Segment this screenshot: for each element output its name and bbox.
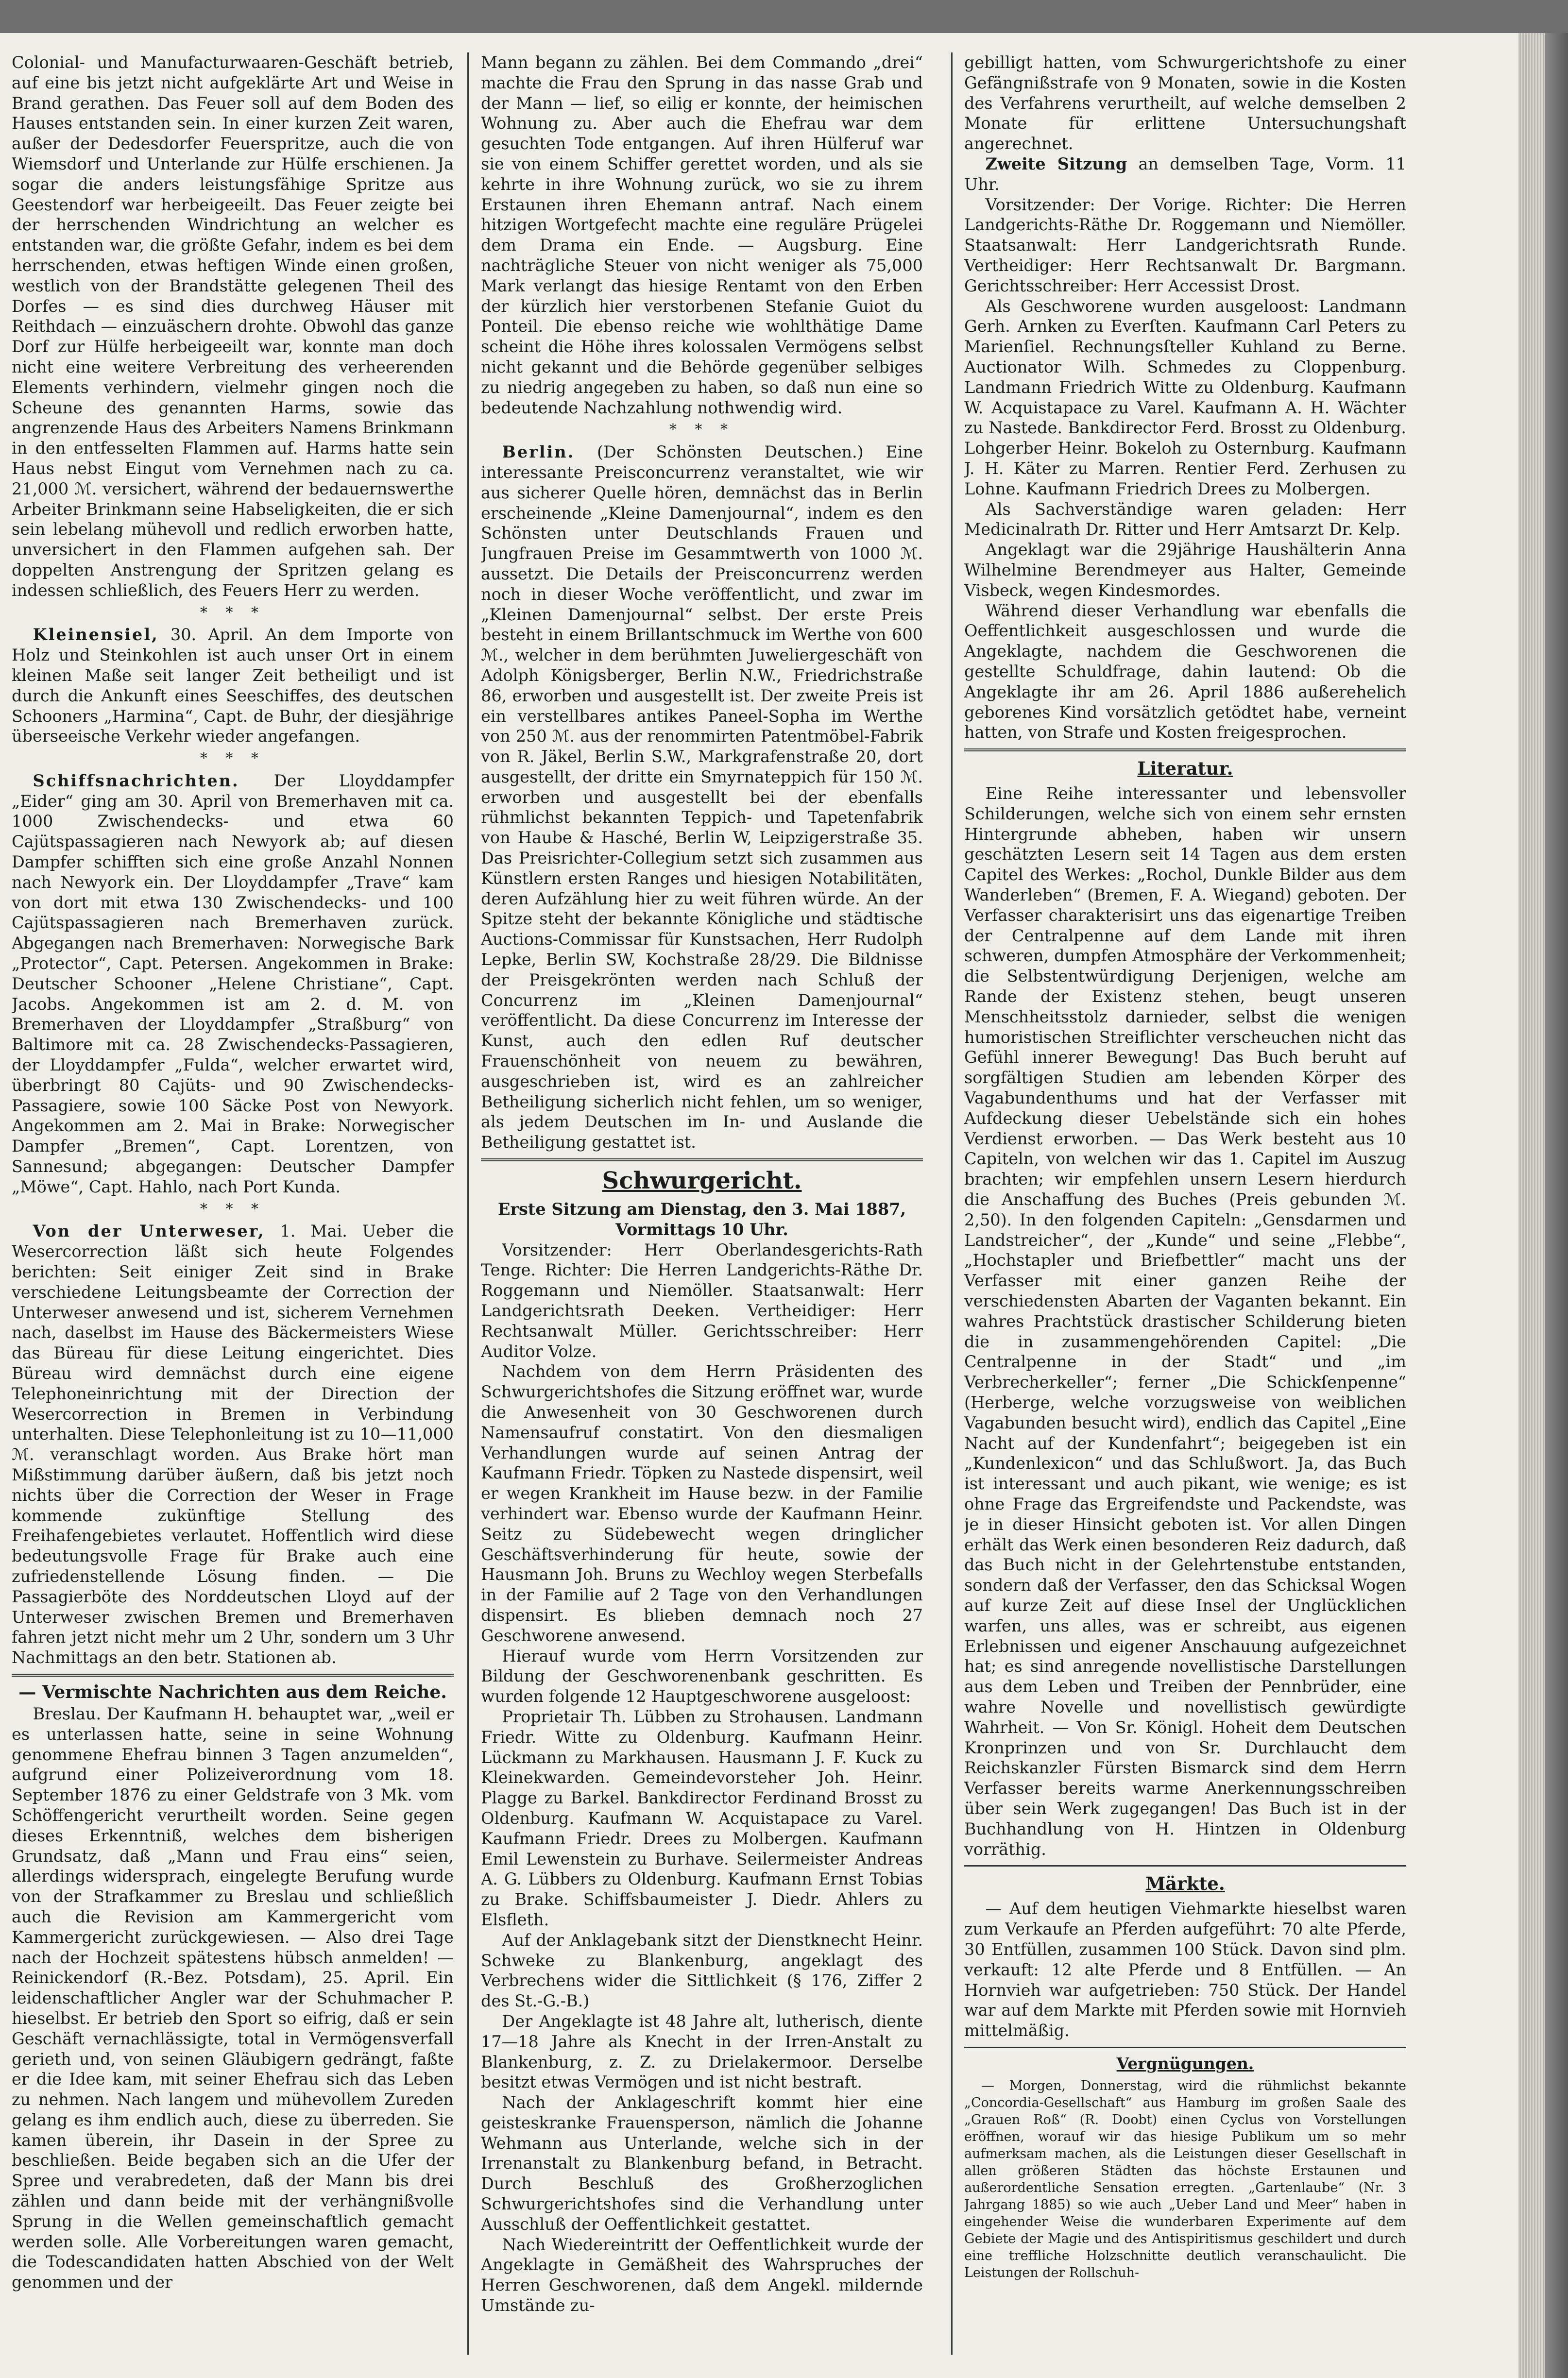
kleinensiel-article (12, 625, 454, 747)
court-paragraph: Hierauf wurde vom Herrn Vorsitzenden zur Bildung der Geschworenenbank geschritten. Es wurden folgende 12 Hauptgeschworene ausgeloost: (481, 1646, 923, 1706)
court-paragraph: Vorsitzender: Herr Oberlandesgerichts-Rath Tenge. Richter: Die Herren Landgerichts-Räthe Dr. Roggemann und Niemöller. Staatsanwalt: Herr Landgerichtsrath Deeken. Vertheidiger: Herr Rechtsanwalt Müller. Gerichtsschreiber: Herr Auditor Volze. (481, 1240, 923, 1361)
separator-stars: * * * (200, 750, 266, 767)
section-title-vergnuegungen: Vergnügungen. (1116, 2054, 1254, 2073)
court-continuation: gebilligt hatten, vom Schwurgerichtshofe zu einer Gefängnißstrafe von 9 Monaten, sowie in die Kosten des Verfahrens verurtheilt, auf welche demselben 2 Monate für erlittene Untersuchungshaft angerechnet. (964, 53, 1406, 153)
article-text: 1. Mai. Ueber die Wesercorrection läßt sich heute Folgendes berichten: Seit einiger Zeit sind in Brake verschiedene Leitungsbeamte der Correction der Unterweser anwesend und ist, sicherem Vernehmen nach, daselbst im Hause des Bäckermeisters Wiese das Büreau für diese Leitung eingerichtet. Dies Büreau wird demnächst durch eine eigene Telephoneinrichtung mit der Direction der Wesercorrection in Bremen in Verbindung unterhalten. Diese Telephonleitung ist zu 10—11,000 ℳ. veranschlagt worden. Aus Brake hört man Mißstimmung darüber äußern, daß bis jetzt noch nichts über die Correction der Weser in Frage kommende zukünftige Stellung des Freihafengebietes verlautet. Hoffentlich wird diese bedeutungsvolle Frage für Brake auch eine zufriedenstellende Lösung finden. — Die Passagierböte des Norddeutschen Lloyd auf der Unterweser zwischen Bremen und Bremerhaven fahren jetzt nicht mehr um 2 Uhr, sondern um 3 Uhr Nachmittags an den betr. Stationen ab. (12, 1222, 454, 1667)
newspaper-page (0, 33, 1518, 2378)
literatur-article: Eine Reihe interessanter und lebensvoller Schilderungen, welche sich von einem sehr ernsten Hintergrunde abheben, haben wir unsern geschätzten Lesern seit 14 Tagen aus dem ersten Capitel des Werkes: „Rochol, Dunkle Bilder aus dem Wanderleben“ (Bremen, F. A. Wiegand) geboten. Der Verfasser charakterisirt uns das eigenartige Treiben der Centralpenne auf dem Lande mit ihren schweren, dumpfen Atmosphäre der Verkommenheit; die Selbstentwürdigung Derjenigen, welche am Rande der Existenz stehen, beugt unseren Menschheitsstolz darnieder, selbst die wenigen humoristischen Streiflichter verscheuchen nicht das Gefühl innerer Bewegung! Das Buch beruht auf sorgfältigen Studien am lebenden Körper des Vagabundenthums und hat der Verfasser mit Aufdeckung dieser Uebelstände sich ein hohes Verdienst erworben. — Das Werk besteht aus 10 Capiteln, von welchen wir das 1. Capitel im Auszug brachten; wir empfehlen unsern Lesern hierdurch die Anschaffung des Buches (Preis gebunden ℳ. 2,50). In den folgenden Capiteln: „Gensdarmen und Landstreicher“, der „Kunde“ und seine „Flebbe“, „Hochstapler und Briefbettler“ macht uns der Verfasser mit einer ganzen Reihe der verschiedensten Abarten der Vaganten bekannt. Ein wahres Prachtstück drastischer Schilderung bieten die in zusammengehörenden Capitel: „Die Centralpenne in der Stadt“ und „im Verbrecherkeller“; ferner „Die Schickſenpenne“ (Herberge, welche vorzugsweise von weiblichen Vagabunden besucht wird), endlich das Capitel „Eine Nacht auf der Kundenfahrt“; beigegeben ist ein „Kundenlexicon“ und das Schlußwort. Ja, das Buch ist interessant und auch pikant, wie wenige; es ist ohne Frage das Ergreifendste und Packendste, was je in dieser Hinsicht geboten ist. Vor allen Dingen erhält das Werk einen besonderen Reiz dadurch, daß das Buch nicht in der Gelehrtenstube entstanden, sondern daß der Verfasser, den das Schicksal Wogen auf kurze Zeit auf diese Insel der Unglücklichen warfen, uns alles, was er schreibt, aus eigenen Erlebnissen und eigener Anschauung aufgezeichnet hat; es sind anregende novellistische Darstellungen aus dem Leben und Treiben der Pennbrüder, eine wahre Novelle und novellistisch gewürdigte Wahrheit. — Von Sr. Königl. Hoheit dem Deutschen Kronprinzen und von Sr. Durchlaucht dem Reichskanzler Fürsten Bismarck sind dem Herrn Verfasser bereits warme Anerkennungsschreiben über sein Werk zugegangen! Das Buch ist in der Buchhandlung von H. Hintzen in Oldenburg vorräthig. (964, 784, 1406, 1859)
court-paragraph: Proprietair Th. Lübben zu Strohausen. Landmann Friedr. Witte zu Oldenburg. Kaufmann Heinr. Lückmann zu Markhausen. Hausmann J. F. Kuck zu Kleinekwarden. Gemeindevorsteher Joh. Heinr. Plagge zu Barkel. Bankdirector Ferdinand Brosst zu Oldenburg. Kaufmann W. Acquistapace zu Varel. Kaufmann Friedr. Drees zu Molbergen. Kaufmann Emil Lewenstein zu Burhave. Seilermeister Andreas A. G. Lübbers zu Oldenburg. Kaufmann Ernst Tobias zu Brake. Schiffsbaumeister J. Diedr. Ahlers zu Elsfleth. (481, 1707, 923, 1929)
breslau-article: Breslau. Der Kaufmann H. behauptet war, „weil er es unterlassen hatte, seine in seine Wohnung genommene Ehefrau binnen 3 Tagen anzumelden“, aufgrund einer Polizeiverordnung vom 18. September 1876 zu einer Geldstrafe von 3 Mk. vom Schöffengericht verurtheilt worden. Seine gegen dieses Erkenntniß, welches dem bisherigen Grundsatz, daß „Mann und Frau eins“ seien, allerdings widersprach, eingelegte Berufung wurde von der Strafkammer zu Breslau und schließlich auch die Revision am Kammergericht vom Kammergericht zurückgewiesen. — Also drei Tage nach der Hochzeit spätestens hübsch anmelden! — Reinickendorf (R.-Bez. Potsdam), 25. April. Ein leidenschaftlicher Angler war der Schuhmacher P. hieselbst. Er betrieb den Sport so eifrig, daß er sein Geschäft vernachlässigte, total in Vermögensverfall gerieth und, von seinen Gläubigern gedrängt, faßte er die Idee kam, mit seiner Ehefrau sich das Leben zu nehmen. Nach langem und mühevollem Zureden gelang es ihm endlich auch, diese zu überreden. Sie kamen überein, ihr Dasein in der Spree zu beschließen. Beide begaben sich an die Ufer der Spree und verabredeten, daß der Mann bis drei zählen und dann beide mit der verhängnißvolle Sprung in die Wellen gemeinschaftlich gemacht werden solle. Alle Vorbereitungen waren gemacht, die Todescandidaten hatten Abschied von der Welt genommen und der (12, 1704, 454, 2292)
sitzung-time: an demselben Tage, Vorm. 11 Uhr. (964, 154, 1406, 194)
augsburg-article: Mann begann zu zählen. Bei dem Commando „drei“ machte die Frau den Sprung in das nasse Grab und der Mann — lief, so eilig er konnte, der heimischen Wohnung zu. Aber auch die Ehefrau war dem gesuchten Tode entgangen. Auf ihren Hülferuf war sie von einem Schiffer gerettet worden, und als sie kehrte in ihre Wohnung zurück, wo sie zu ihrem Erstaunen ihren Ehemann antraf. Nach einem hitzigen Wortgefecht machte eine reguläre Prügelei dem Drama ein Ende. — Augsburg. Eine nachträgliche Steuer von nicht weniger als 75,000 Mark verlangt das hiesige Rentamt von den Erben der kürzlich hier verstorbenen Stefanie Guiot du Ponteil. Die ebenso reiche wie wohlthätige Dame scheint die Höhe ihres kolossalen Vermögens selbst nicht gekannt und die Behörde gegenüber selbiges zu niedrig angegeben zu haben, so daß nun eine so bedeutende Nachzahlung nothwendig wird. (481, 53, 923, 417)
section-divider (964, 2047, 1406, 2048)
section-divider (12, 1674, 454, 1677)
sitzung-label: Zweite Sitzung (985, 154, 1127, 173)
column-rule (467, 52, 469, 2355)
court-paragraph: Der Angeklagte ist 48 Jahre alt, lutherisch, diente 17—18 Jahre als Knecht in der Irren-Anstalt zu Blankenburg, z. Z. zu Drielakermoor. Derselbe besitzt etwas Vermögen und ist nicht bestraft. (481, 2011, 923, 2092)
court-paragraph: Als Sachverständige waren geladen: Herr Medicinalrath Dr. Ritter und Herr Amtsarzt Dr. Kelp. (964, 499, 1406, 539)
article-text: Der Lloyddampfer „Eider“ ging am 30. April von Bremerhaven mit ca. 1000 Zwischendecks- und etwa 60 Cajütspassagieren nach Newyork ab; auf diesen Dampfer schifften sich eine große Anzahl Nonnen nach Newyork ein. Der Lloyddampfer „Trave“ kam von dort mit etwa 130 Zwischendecks- und 100 Cajütspassagieren nach Bremerhaven zurück. Abgegangen nach Bremerhaven: Norwegische Bark „Protector“, Capt. Petersen. Angekommen in Brake: Deutscher Schooner „Helene Christiane“, Capt. Jacobs. Angekommen ist am 2. d. M. von Bremerhaven der Lloyddampfer „Straßburg“ von Baltimore mit ca. 28 Zwischendecks-Passagieren, der Lloyddampfer „Fulda“, welcher erwartet wird, überbringt 80 Cajüts- und 90 Zwischendecks-Passagiere, sowie 100 Säcke Post von Newyork. Angekommen am 2. Mai in Brake: Norwegischer Dampfer „Bremen“, Capt. Lorentzen, von Sannesund; abgegangen: Deutscher Dampfer „Möwe“, Capt. Hahlo, nach Port Kunda. (12, 771, 454, 1196)
court-paragraph: Auf der Anklagebank sitzt der Dienstknecht Heinr. Schweke zu Blankenburg, angeklagt des Verbrechens wider die Sittlichkeit (§ 176, Ziffer 2 des St.-G.-B.) (481, 1930, 923, 2011)
section-title-maerkte: Märkte. (1145, 1873, 1225, 1895)
dateline: Kleinensiel, (33, 625, 159, 645)
section-divider (481, 1158, 923, 1161)
fire-report: Colonial- und Manufacturwaaren-Geschäft betrieb, auf eine bis jetzt nicht aufgeklärte Art und Weise in Brand gerathen. Das Feuer soll auf dem Boden des Hauses entstanden sein. In einer kurzen Zeit waren, außer der Dedesdorfer Feuerspritze, auch die von Wiemsdorf und Unterlande zur Hülfe erschienen. Ja sogar die anders leistungsfähige Spritze aus Geestendorf war herbeigeeilt. Das Feuer zeigte bei der herrschenden Windrichtung an welcher es entstanden war, die größte Gefahr, indem es bei dem herrschenden, etwas heftigen Winde einen großen, westlich von der Brandstätte gelegenen Theil des Dorfes — es sind dies durchweg Häuser mit Reithdach — einzuäschern drohte. Obwohl das ganze Dorf zur Hülfe herbeigeeilt war, konnte man doch nicht eine weitere Verbreitung des verheerenden Elements verhindern, vielmehr gingen noch die Scheune des genannten Harms, sowie das angrenzende Haus des Arbeiters Namens Brinkmann in den entfesselten Flammen auf. Harms hatte sein Haus nebst Eingut vom Vernehmen nach zu ca. 21,000 ℳ. versichert, während der bedauernswerthe Arbeiter Brinkmann seine Habseligkeiten, die er sich sein lebelang mühevoll und redlich erworben hatte, unversichert in den Flammen aufgehen sah. Der doppelten Anstrengung der Spritzen gelang es indessen schließlich, des Feuers Herr zu werden. (12, 53, 454, 600)
court-paragraph: Nach Wiedereintritt der Oeffentlichkeit wurde der Angeklagte in Gemäßheit des Wahrspruches der Herren Geschworenen, daß dem Angekl. mildernde Umstände zu- (481, 2235, 923, 2315)
sitzung-heading: Erste Sitzung am Dienstag, den 3. Mai 1887, Vormittags 10 Uhr. (497, 1200, 906, 1239)
section-title-schwurgericht: Schwurgericht. (602, 1167, 802, 1195)
column-1 (12, 52, 454, 2355)
court-paragraph: Angeklagt war die 29jährige Haushälterin Anna Wilhelmine Berendmeyer aus Halter, Gemeinde Visbeck, wegen Kindesmordes. (964, 540, 1406, 600)
section-divider (964, 748, 1406, 751)
vergnuegungen-article: — Morgen, Donnerstag, wird die rühmlichst bekannte „Concordia-Gesellschaft“ aus Hamburg im großen Saale des „Grauen Roß“ (R. Doobt) einen Cyclus von Vorstellungen eröffnen, worauf wir das hiesige Publikum um so mehr aufmerksam machen, als die Leistungen dieser Gesellschaft in allen größeren Städten das höchste Erstaunen und außerordentliche Sensation erregten. „Gartenlaube“ (Nr. 3 Jahrgang 1885) so wie auch „Ueber Land und Meer“ haben in eingehender Weise die wunderbaren Experimente auf dem Gebiete der Magie und des Antispiritismus geschildert und durch eine treffliche Holzschnitte deutlich veranschaulicht. Die Leistungen der Rollschuh- (964, 2078, 1406, 2280)
court-paragraph: Vorsitzender: Der Vorige. Richter: Die Herren Landgerichts-Räthe Dr. Roggemann und Niemöller. Staatsanwalt: Herr Landgerichtsrath Runde. Vertheidiger: Herr Rechtsanwalt Dr. Bargmann. Gerichtsschreiber: Herr Accessist Drost. (964, 195, 1406, 295)
separator-stars: * * * (669, 421, 735, 439)
court-paragraph: Als Geschworene wurden ausgeloost: Landmann Gerh. Arnken zu Everſten. Kaufmann Carl Peters zu Marienſiel. Rechnungsſteller Kuhland zu Berne. Auctionator Wilh. Schmedes zu Cloppenburg. Landmann Friedrich Witte zu Oldenburg. Kaufmann W. Acquistapace zu Varel. Kaufmann A. H. Wächter zu Nastede. Bankdirector Ferd. Brosst zu Oldenburg. Lohgerber Heinr. Bokeloh zu Osternburg. Kaufmann J. H. Käter zu Marren. Rentier Ferd. Zerhusen zu Lohne. Kaufmann Friedrich Drees zu Molbergen. (964, 296, 1406, 498)
section-title-literatur: Literatur. (1137, 758, 1233, 780)
column-3 (964, 52, 1406, 2355)
column-2 (481, 52, 923, 2355)
separator-stars: * * * (200, 1200, 266, 1218)
dateline: Von der Unterweser, (33, 1222, 265, 1241)
berlin-article (481, 442, 923, 1153)
dateline: Schiffsnachrichten. (33, 771, 239, 790)
dateline: Berlin. (502, 442, 575, 462)
column-rule (951, 52, 953, 2355)
court-paragraph: Während dieser Verhandlung war ebenfalls die Oeffentlichkeit ausgeschlossen und wurde die Angeklagte, nachdem die Geschworenen die gestellte Schuldfrage, dahin lautend: Ob die Angeklagte ihr am 26. April 1886 außerehelich geborenes Kind vorsätzlich getödtet habe, verneint hatten, von Strafe und Kosten freigesprochen. (964, 601, 1406, 742)
section-divider (964, 1865, 1406, 1867)
page-shadow (1545, 33, 1568, 2378)
schiffsnachrichten-article (12, 771, 454, 1197)
article-text: (Der Schönsten Deutschen.) Eine interessante Preisconcurrenz veranstaltet, wie wir aus sicherer Quelle hören, demnächst das in Berlin erscheinende „Kleine Damenjournal“, indem es den Schönsten unter Deutschlands Frauen und Jungfrauen Preise im Gesammtwerth von 1000 ℳ. aussetzt. Die Details der Preisconcurrenz werden noch in dieser Woche veröffentlicht, und zwar im „Kleinen Damenjournal“ selbst. Der erste Preis besteht in einem Brillantschmuck im Werthe von 600 ℳ., welcher in dem berühmten Juweliergeschäft von Adolph Königsberger, Berlin N.W., Friedrichstraße 86, erworben und ausgestellt ist. Der zweite Preis ist ein verstellbares antikes Paneel-Sopha im Werthe von 250 ℳ. aus der renommirten Patentmöbel-Fabrik von R. Jäkel, Berlin S.W., Markgrafenstraße 20, dort ausgestellt, der dritte ein Smyrnateppich für 150 ℳ. erworben und ausgestellt bei der ebenfalls rühmlichst bekannten Teppich- und Tapetenfabrik von Haube & Hasché, Berlin W, Leipzigerstraße 35. Das Preisrichter-Collegium setzt sich zusammen aus Künstlern ersten Ranges und hiesigen Notabilitäten, deren Aufzählung hier zu weit führen würde. An der Spitze steht der bekannte Königliche und städtische Auctions-Commissar für Kunstsachen, Herr Rudolph Lepke, Berlin SW, Kochstraße 28/29. Die Bildnisse der Preisgekrönten werden nach Schluß der Concurrenz im „Kleinen Damenjournal“ veröffentlicht. Da diese Concurrenz im Interesse der Kunst, auch den edlen Ruf deutscher Frauenschönheit von neuem zu bewähren, ausgeschrieben ist, wird es an zahlreicher Betheiligung sicherlich nicht fehlen, um so weniger, als jedem Deutschen im In- und Auslande die Betheiligung gestattet ist. (481, 442, 923, 1152)
zweite-sitzung-heading (964, 154, 1406, 195)
maerkte-article: — Auf dem heutigen Viehmarkte hieselbst waren zum Verkaufe an Pferden aufgeführt: 70 alte Pferde, 30 Entfüllen, zusammen 100 Stück. Davon sind plm. verkauft: 12 alte Pferde und 8 Entfüllen. — An Hornvieh war aufgetrieben: 750 Stück. Der Handel war auf dem Markte mit Pferden sowie mit Hornvieh mittelmäßig. (964, 1899, 1406, 2040)
page-stack-edge (1518, 33, 1545, 2378)
court-paragraph: Nachdem von dem Herrn Präsidenten des Schwurgerichtshofes die Sitzung eröffnet war, wurde die Anwesenheit von 30 Geschworenen durch Namensaufruf constatirt. Von den diesmaligen Verhandlungen wurde auf seinen Antrag der Kaufmann Friedr. Töpken zu Nastede dispensirt, weil er wegen Krankheit im Hause bezw. in der Familie verhindert war. Ebenso wurde der Kaufmann Heinr. Seitz zu Südebewecht wegen dringlicher Geschäftsverhinderung für heute, sowie der Hausmann Joh. Bruns zu Wechloy wegen Sterbefalls in der Familie auf 2 Tage von den Verhandlungen dispensirt. Es blieben demnach noch 27 Geschworene anwesend. (481, 1362, 923, 1645)
section-title-vermischte: — Vermischte Nachrichten aus dem Reiche. (18, 1682, 447, 1702)
separator-stars: * * * (200, 604, 266, 621)
unterweser-article (12, 1221, 454, 1668)
article-text: 30. April. An dem Importe von Holz und Steinkohlen ist auch unser Ort in einem kleinen Maße seit langer Zeit betheiligt und ist durch die Ankunft eines Seeschiffes, des deutschen Schooners „Harmina“, Capt. de Buhr, der diesjährige überseeische Verkehr wieder angefangen. (12, 625, 454, 746)
court-paragraph: Nach der Anklageschrift kommt hier eine geisteskranke Frauensperson, nämlich die Johanne Wehmann aus Unterlande, welche sich in der Irrenanstalt zu Blankenburg befand, in Betracht. Durch Beschluß des Großherzoglichen Schwurgerichtshofes sind die Verhandlung unter Ausschluß der Oeffentlichkeit gestattet. (481, 2093, 923, 2234)
